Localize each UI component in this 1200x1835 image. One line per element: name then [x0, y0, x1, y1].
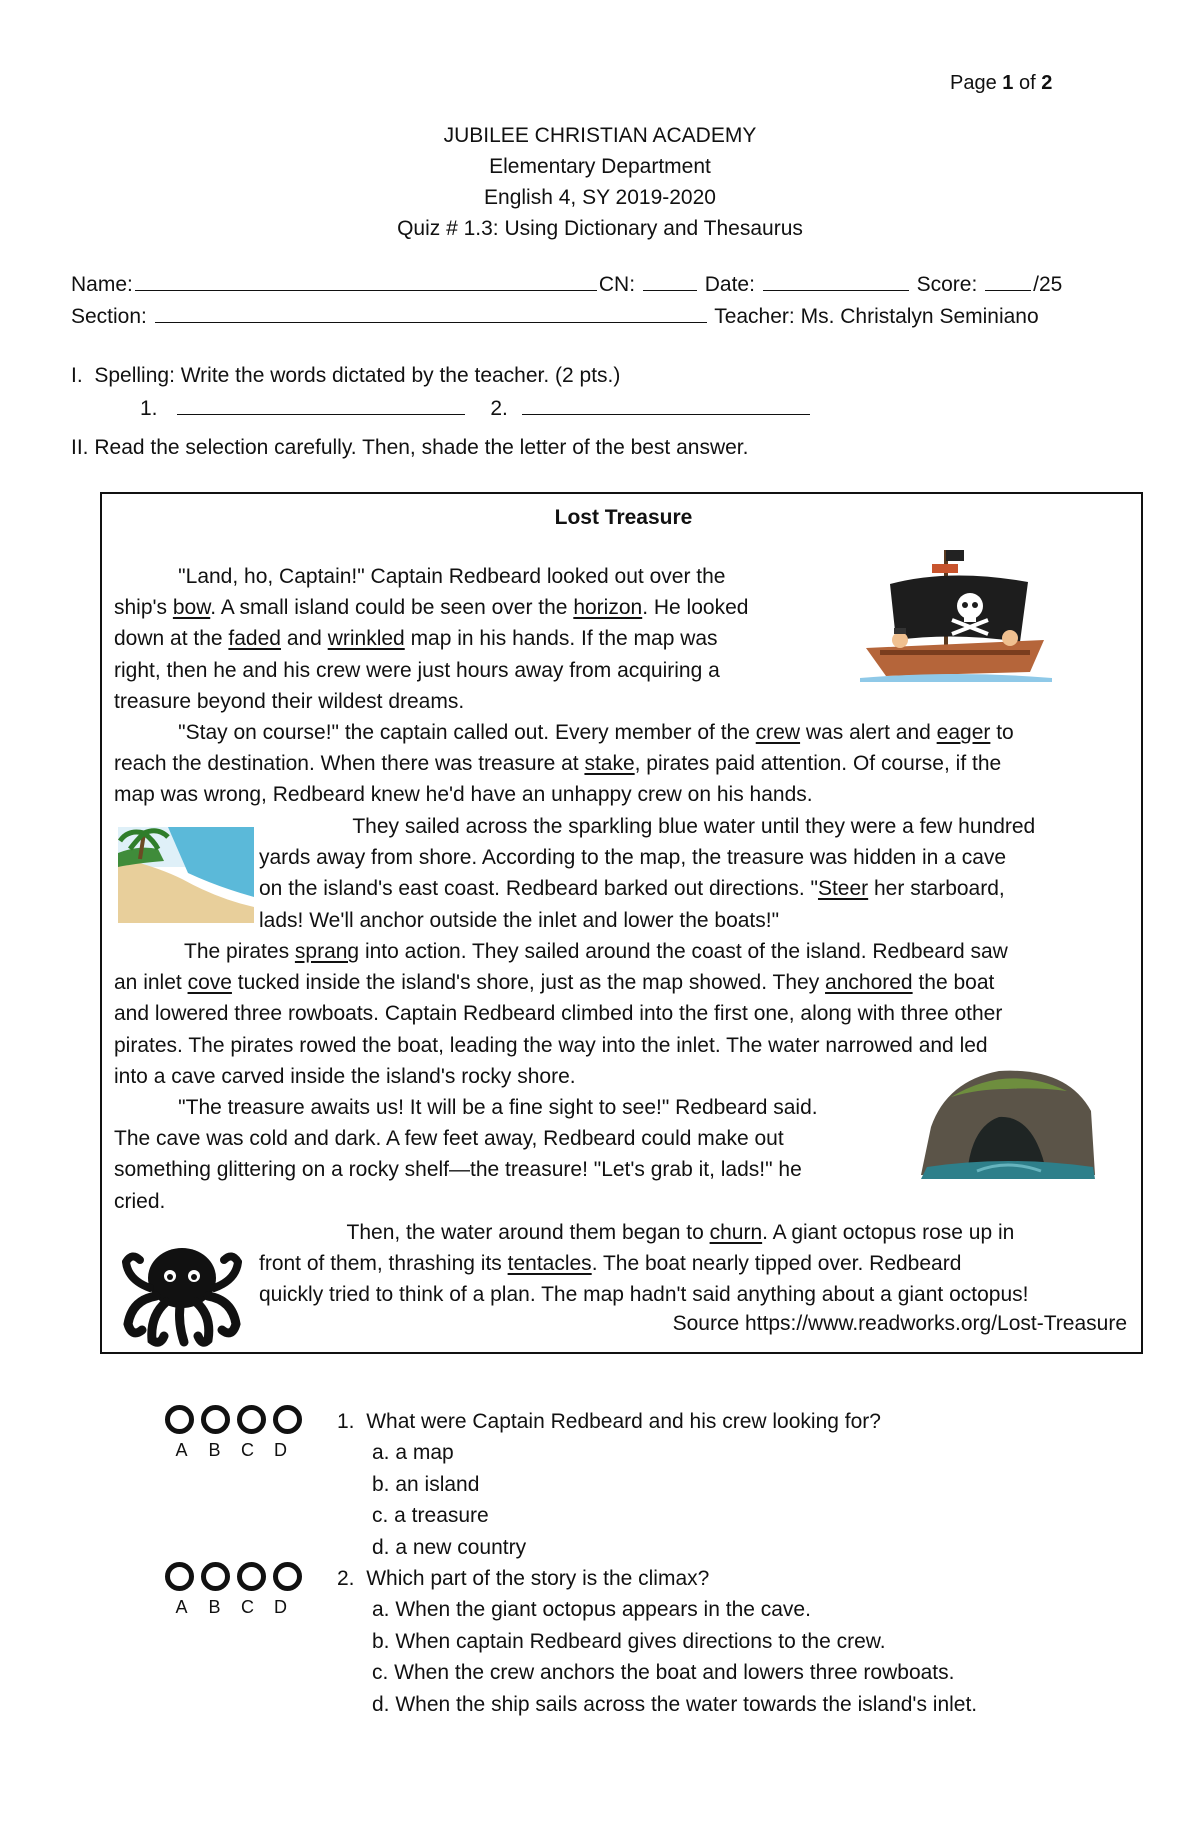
bubble-b[interactable] [201, 1405, 230, 1434]
story-paragraph-4: Then, the water around them began to churn. A giant octopus rose up in front of them, thrashing its tentacles. The boat nearly tipped over. Redbeard quickly tried to think of a plan. The map hadn't said anything about a giant octopus! [259, 1221, 1029, 1307]
letter-c: C [241, 1440, 254, 1460]
bubble-d[interactable] [273, 1562, 302, 1591]
part-one-text: Spelling: Write the words dictated by the teacher. (2 pts.) [94, 364, 621, 387]
option-a: a. a map [372, 1441, 454, 1465]
part-two-label: II. [71, 436, 89, 459]
spelling-blank-1[interactable] [177, 396, 465, 415]
section-blank[interactable] [155, 304, 707, 323]
name-blank[interactable] [135, 272, 597, 291]
letter-c: C [241, 1597, 254, 1617]
bubble-a[interactable] [165, 1562, 194, 1591]
letter-d: D [274, 1440, 287, 1460]
spelling-blank-2[interactable] [522, 396, 810, 415]
spelling-number-1: 1. [140, 397, 158, 420]
island-beach-image [118, 827, 254, 923]
cn-blank[interactable] [643, 272, 697, 291]
question-number: 1. [337, 1410, 355, 1433]
bubble-c[interactable] [237, 1405, 266, 1434]
story-title: Lost Treasure [554, 506, 693, 529]
bubble-a[interactable] [165, 1405, 194, 1434]
part-two-text: Read the selection carefully. Then, shade the letter of the best answer. [94, 436, 749, 459]
question-1 [337, 1406, 881, 1563]
spelling-blanks [140, 396, 812, 421]
part-two-instructions [71, 436, 748, 460]
part-one-label: I. [71, 364, 83, 387]
spelling-number-2: 2. [490, 397, 508, 420]
option-d: d. a new country [372, 1535, 527, 1559]
letter-d: D [274, 1597, 287, 1617]
part-one-instructions [71, 364, 620, 388]
story-source: Source https://www.readworks.org/Lost-Treasure [672, 1312, 1127, 1335]
date-blank[interactable] [763, 272, 909, 291]
story-paragraph-3: The pirates sprang into action. They sailed around the coast of the island. Redbeard saw an inlet cove tucked inside the island's shore, just as the map showed. They anchored the boat and lowered three rowboats. Captain Redbeard climbed into the first one, along with three other pirates. The pirates rowed the boat, leading the way into the inlet. The water narrowed and led into a cave carved inside the island's rocky shore. "The treasure awaits us! It will be a fine sight to see!" Redbeard said. The cave was cold and dark. A few feet away, Redbeard could make out something glittering on a rocky shelf—the treasure! "Let's grab it, lads!" he cried. [114, 940, 1008, 1213]
letter-b: B [208, 1440, 221, 1460]
story-box [100, 492, 1143, 1354]
cn-label: CN: [598, 273, 636, 296]
answer-bubbles-q1 [165, 1405, 302, 1461]
question-stem: Which part of the story is the climax? [366, 1567, 710, 1590]
option-d: d. When the ship sails across the water towards the island's inlet. [372, 1692, 978, 1716]
option-c: c. When the crew anchors the boat and lowers three rowboats. [372, 1661, 955, 1685]
question-2 [337, 1563, 977, 1720]
bubble-c[interactable] [237, 1562, 266, 1591]
bubble-b[interactable] [201, 1562, 230, 1591]
date-label: Date: [704, 273, 755, 296]
answer-bubbles-q2 [165, 1562, 302, 1618]
teacher-label: Teacher: Ms. Christalyn Seminiano [714, 305, 1039, 328]
course: English 4, SY 2019-2020 [484, 186, 716, 209]
letter-a: A [175, 1440, 188, 1460]
department: Elementary Department [489, 155, 711, 178]
option-b: b. When captain Redbeard gives directions to the crew. [372, 1629, 886, 1653]
score-blank[interactable] [985, 272, 1031, 291]
bubble-d[interactable] [273, 1405, 302, 1434]
school-name: JUBILEE CHRISTIAN ACADEMY [443, 124, 757, 147]
letter-a: A [175, 1597, 188, 1617]
student-info-row [71, 272, 1062, 297]
page-number: Page 1 of 2 [950, 72, 1053, 94]
score-label: Score: [916, 273, 978, 296]
story-paragraph-2: They sailed across the sparkling blue water until they were a few hundred yards away from shore. According to the map, the treasure was hidden in a cave on the island's east coast. Redbeard barked out directions. "Steer her starboard, lads! We'll anchor outside the inlet and lower the boats!" [259, 815, 1036, 932]
octopus-image [122, 1244, 242, 1348]
question-number: 2. [337, 1567, 355, 1590]
question-stem: What were Captain Redbeard and his crew looking for? [366, 1410, 881, 1433]
quiz-title: Quiz # 1.3: Using Dictionary and Thesaurus [397, 217, 803, 240]
name-label: Name: [71, 273, 133, 296]
option-a: a. When the giant octopus appears in the cave. [372, 1598, 811, 1622]
document-header [0, 120, 1200, 244]
section-label: Section: [71, 305, 147, 328]
option-b: b. an island [372, 1472, 480, 1496]
score-total: /25 [1033, 273, 1063, 296]
option-c: c. a treasure [372, 1504, 489, 1528]
story-paragraph-1: "Land, ho, Captain!" Captain Redbeard looked out over the ship's bow. A small island could be seen over the horizon. He looked down at the faded and wrinkled map in his hands. If the map was right, then he and his crew were just hours away from acquiring a treasure beyond their wildest dreams. "Stay on course!" the captain called out. Every member of the crew was alert and eager to reach the destination. When there was treasure at stake, pirates paid attention. Of course, if the map was wrong, Redbeard knew he'd have an unhappy crew on his hands. [114, 565, 1014, 807]
section-row [71, 304, 1039, 329]
letter-b: B [208, 1597, 221, 1617]
